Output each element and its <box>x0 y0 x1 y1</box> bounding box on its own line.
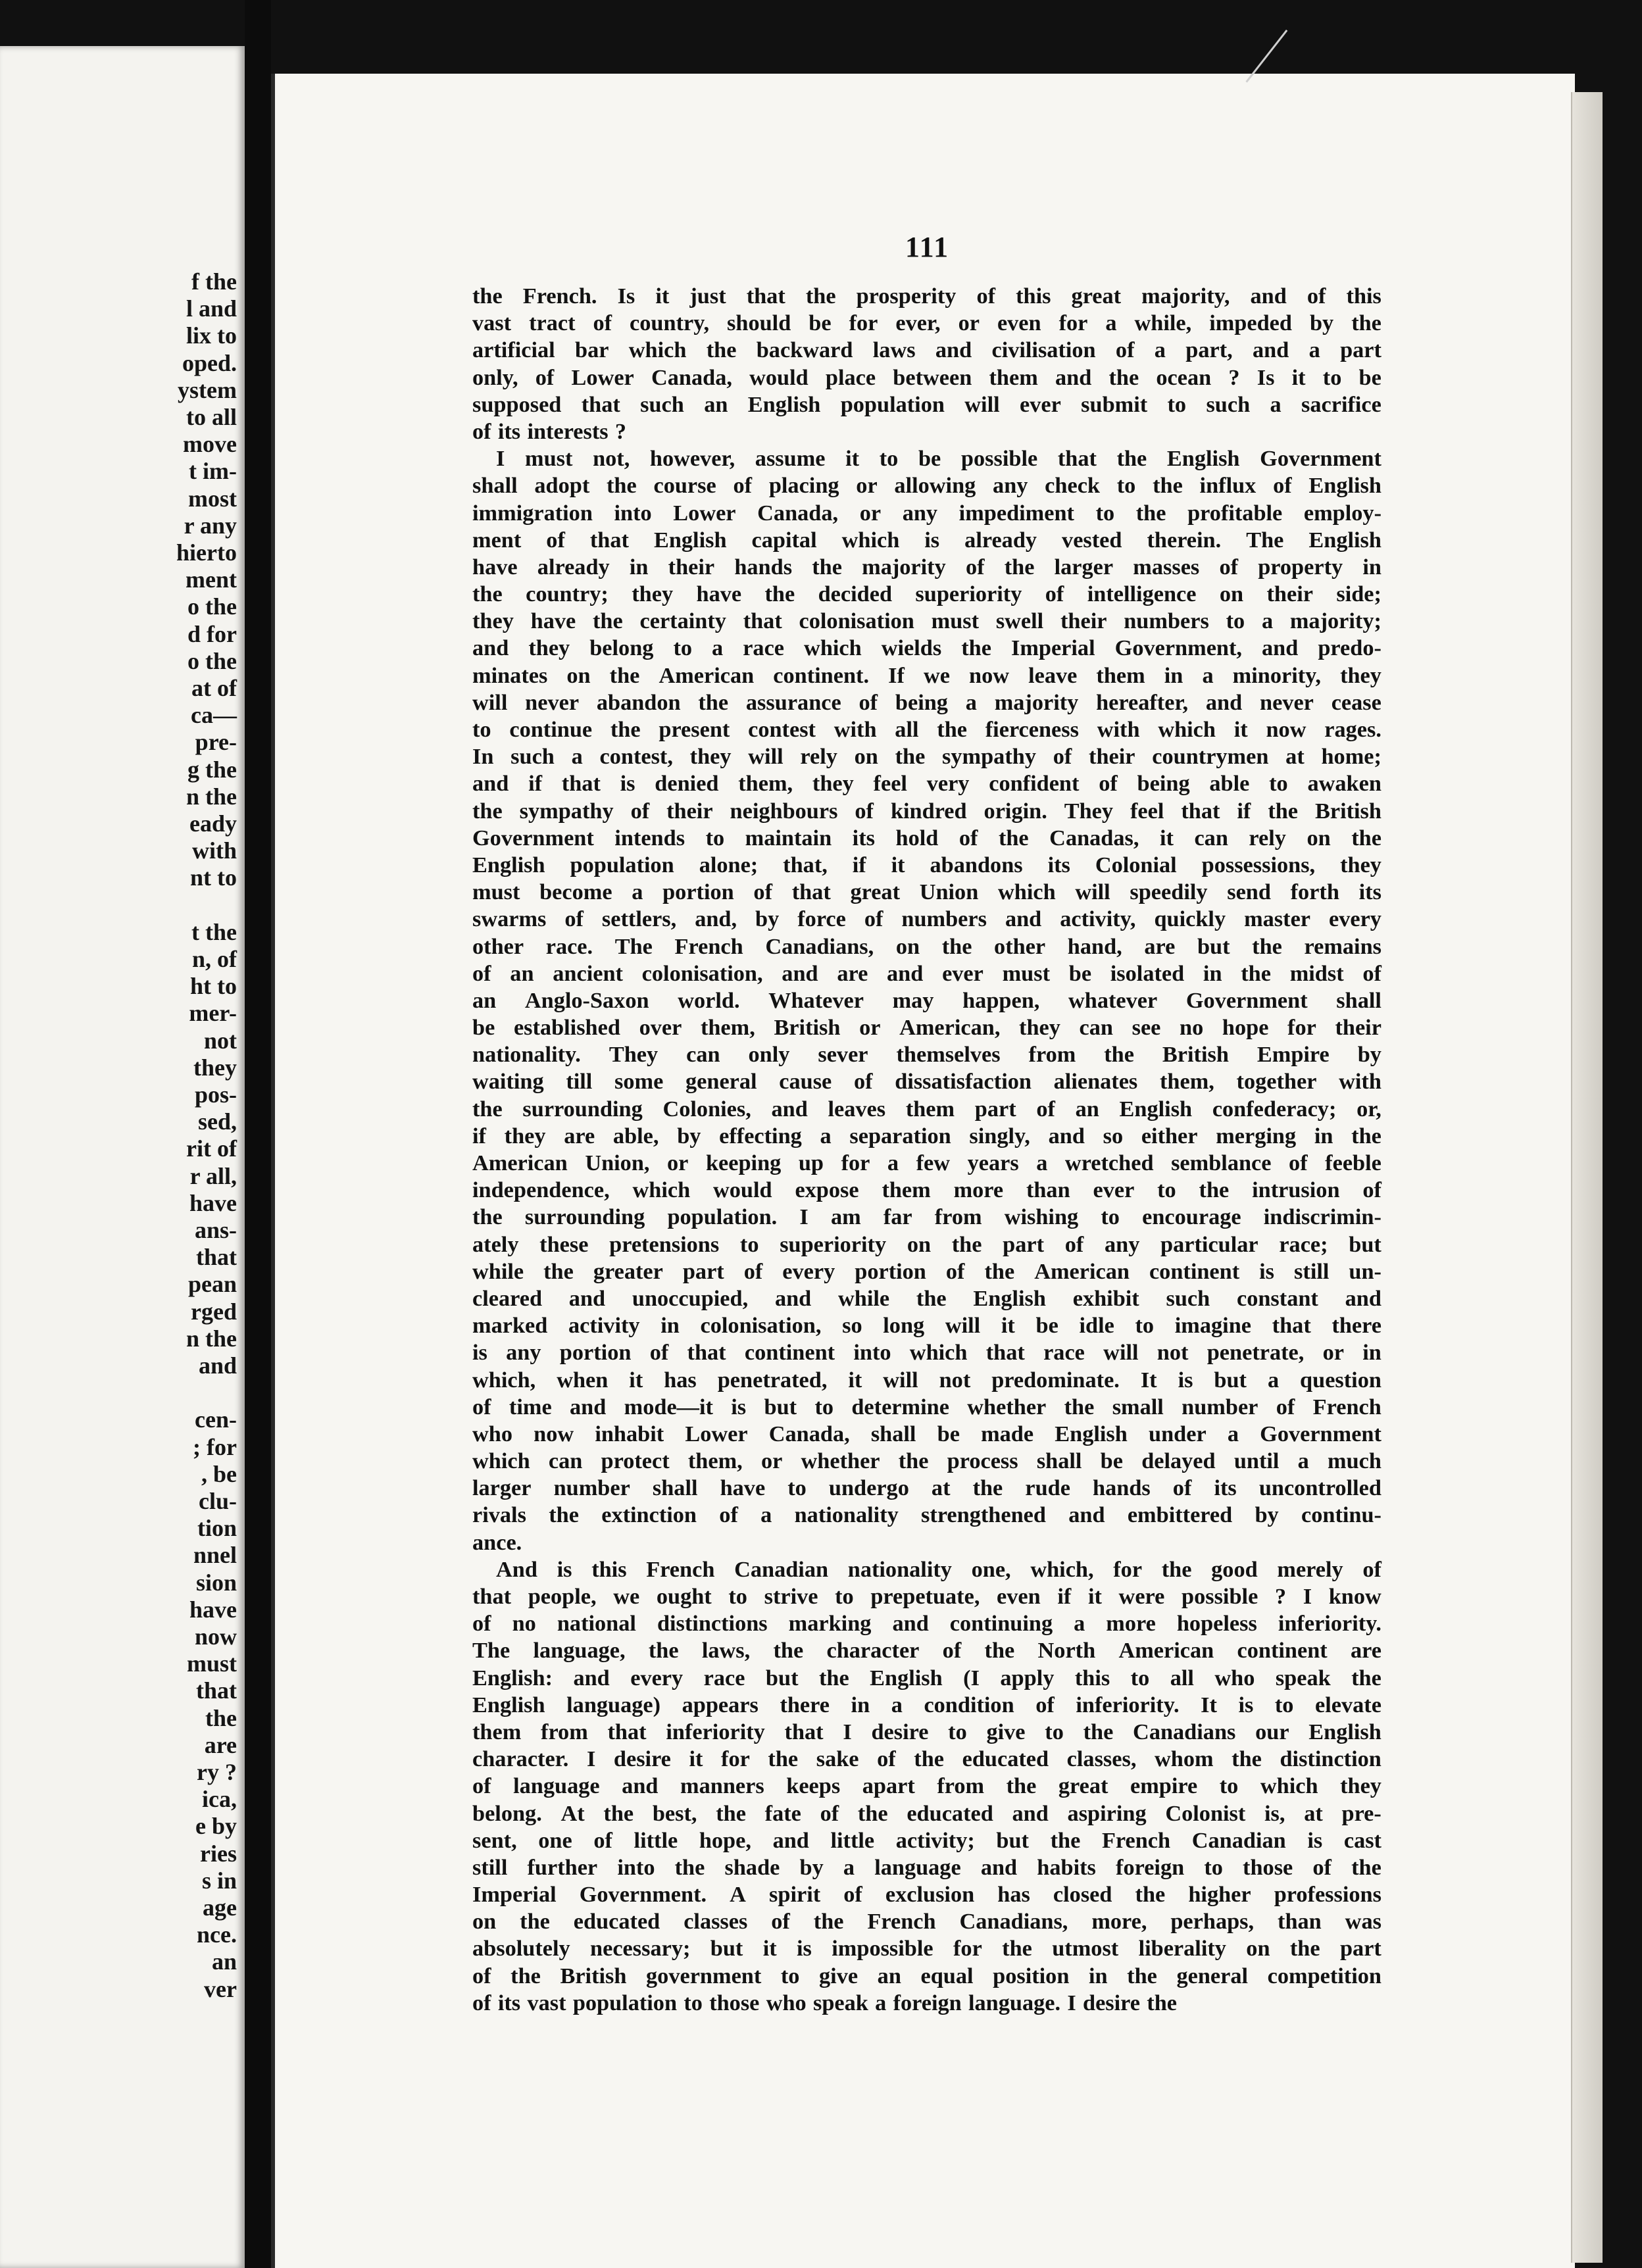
text-line: that people, we ought to strive to prepetuate, even if it were possible ? I know <box>472 1584 1381 1609</box>
facing-page-line: s in <box>201 1867 237 1894</box>
facing-page-line: are <box>204 1731 237 1758</box>
text-line: have already in their hands the majority of the larger masses of property in <box>472 554 1381 579</box>
text-line: if they are able, by effecting a separation singly, and so either merging in the <box>472 1123 1381 1148</box>
paragraph <box>472 445 1381 1556</box>
facing-page-line: nt to <box>190 864 237 891</box>
text-line: the country; they have the decided superiority of intelligence on their side; <box>472 581 1381 607</box>
text-line: and if that is denied them, they feel very confident of being able to awaken <box>472 771 1381 797</box>
facing-page-line: rit of <box>186 1135 237 1162</box>
text-line: of the British government to give an equal position in the general competition <box>472 1963 1381 1988</box>
text-line: of its interests ? <box>472 418 627 444</box>
facing-page-line: eady <box>189 810 237 837</box>
text-line: minates on the American continent. If we now leave them in a minority, they <box>472 662 1381 688</box>
text-line: which can protect them, or whether the process shall be delayed until a much <box>472 1448 1381 1474</box>
page-number: 111 <box>905 231 950 263</box>
text-line: independence, which would expose them more than ever to the intrusion of <box>472 1177 1381 1203</box>
facing-page-line: ver <box>204 1975 237 2002</box>
text-line: of time and mode—it is but to determine whether the small number of French <box>472 1394 1381 1419</box>
page-edge <box>1571 92 1603 2263</box>
facing-page-line: g the <box>187 756 237 783</box>
facing-page-line: not <box>203 1027 237 1054</box>
facing-page-line: n, of <box>191 946 237 972</box>
facing-page-line: with <box>191 837 237 864</box>
facing-page-line: , be <box>201 1460 237 1487</box>
text-line: I must not, however, assume it to be possible that the English Government <box>496 446 1381 472</box>
facing-page-line: ries <box>200 1840 237 1867</box>
facing-page-line: an <box>211 1948 237 1975</box>
facing-page-line: d for <box>187 620 237 647</box>
facing-page-line: r all, <box>189 1162 237 1189</box>
text-line: ance. <box>472 1529 522 1555</box>
text-line: ately these pretensions to superiority on the part of any particular race; but <box>472 1231 1381 1257</box>
text-line: absolutely necessary; but it is impossible for the utmost liberality on the part <box>472 1936 1381 1961</box>
facing-page-line: ans- <box>194 1217 237 1243</box>
text-line: they have the certainty that colonisation must swell their numbers to a majority; <box>472 608 1381 634</box>
text-line: immigration into Lower Canada, or any impediment to the profitable employ- <box>472 500 1381 526</box>
text-line: English: and every race but the English (I apply this to all who speak the <box>472 1665 1381 1690</box>
text-line: still further into the shade by a language and habits foreign to those of the <box>472 1854 1381 1880</box>
text-line: American Union, or keeping up for a few years a wretched semblance of feeble <box>472 1150 1381 1175</box>
text-line: the French. Is it just that the prosperity of this great majority, and of this <box>472 284 1381 308</box>
facing-page-line: at of <box>191 675 237 701</box>
text-line: Government intends to maintain its hold of the Canadas, it can rely on the <box>472 825 1381 851</box>
text-line: who now inhabit Lower Canada, shall be made English under a Government <box>472 1421 1381 1446</box>
text-line: is any portion of that continent into which that race will not penetrate, or in <box>472 1340 1381 1366</box>
facing-page-line: ht to <box>190 973 237 1000</box>
text-line: of no national distinctions marking and continuing a more hopeless inferiority. <box>472 1611 1381 1637</box>
text-line: And is this French Canadian nationality one, which, for the good merely of <box>496 1556 1381 1582</box>
text-line: on the educated classes of the French Canadians, more, perhaps, than was <box>472 1909 1381 1935</box>
facing-page-line: mer- <box>189 1000 237 1027</box>
text-line: rivals the extinction of a nationality strengthened and embittered by continu- <box>472 1502 1381 1528</box>
facing-page-line: that <box>196 1677 237 1704</box>
facing-page-line: sed, <box>197 1108 237 1135</box>
text-line: of its vast population to those who speak a foreign language. I desire the <box>472 1990 1177 2015</box>
text-line: vast tract of country, should be for ever, or even for a while, impeded by the <box>472 310 1381 336</box>
text-line: and they belong to a race which wields the Imperial Government, and predo- <box>472 635 1381 661</box>
facing-page-line: hierto <box>176 539 237 566</box>
facing-page-line: ment <box>186 566 237 593</box>
facing-page-line: to all <box>186 404 237 430</box>
facing-page-line: most <box>188 485 237 512</box>
text-line: other race. The French Canadians, on the other hand, are but the remains <box>472 933 1381 959</box>
facing-page-line: have <box>189 1596 237 1623</box>
facing-page-line: lix to <box>186 322 237 349</box>
facing-page-line: e by <box>195 1813 237 1840</box>
text-line: shall adopt the course of placing or allowing any check to the influx of English <box>472 473 1381 499</box>
text-line: sent, one of little hope, and little activity; but the French Canadian is cast <box>472 1827 1381 1853</box>
text-line: an Anglo-Saxon world. Whatever may happen, whatever Government shall <box>472 987 1381 1013</box>
facing-page-line: now <box>194 1623 237 1650</box>
paragraph <box>472 283 1381 445</box>
text-line: larger number shall have to undergo at the rude hands of its uncontrolled <box>472 1475 1381 1501</box>
facing-page-line: age <box>203 1894 237 1921</box>
text-line: which, when it has penetrated, it will not predominate. It is but a question <box>472 1367 1381 1393</box>
facing-page-line: sion <box>195 1569 237 1596</box>
text-line: nationality. They can only sever themselves from the British Empire by <box>472 1042 1381 1068</box>
facing-page-line: ca— <box>191 702 237 729</box>
text-line: only, of Lower Canada, would place between them and the ocean ? Is it to be <box>472 364 1381 390</box>
facing-page-line: that <box>196 1244 237 1271</box>
text-line: English population alone; that, if it abandons its Colonial possessions, they <box>472 852 1381 877</box>
text-line: while the greater part of every portion of the American continent is still un- <box>472 1258 1381 1284</box>
text-line: English language) appears there in a condition of inferiority. It is to elevate <box>472 1692 1381 1717</box>
text-line: artificial bar which the backward laws and civilisation of a part, and a part <box>472 337 1381 363</box>
text-line: of an ancient colonisation, and are and ever must be isolated in the midst of <box>472 960 1381 986</box>
text-line: waiting till some general cause of dissatisfaction alienates them, together with <box>472 1069 1381 1095</box>
text-line: the surrounding population. I am far from wishing to encourage indiscrimin- <box>472 1204 1381 1230</box>
facing-page-line: n the <box>186 783 237 810</box>
text-line: supposed that such an English population will ever submit to such a sacrifice <box>472 391 1381 417</box>
text-line: will never abandon the assurance of being a majority hereafter, and never cease <box>472 689 1381 715</box>
facing-page-line: ry ? <box>197 1759 237 1785</box>
facing-page-line: the <box>205 1704 237 1731</box>
paragraph <box>472 1556 1381 2017</box>
book-gutter <box>245 0 271 2268</box>
facing-page-line: n the <box>186 1325 237 1352</box>
text-line: to continue the present contest with all the fierceness with which it now rages. <box>472 717 1381 742</box>
facing-page-line: r any <box>184 512 237 539</box>
text-line: ment of that English capital which is already vested therein. The English <box>472 527 1381 553</box>
facing-page-line: rged <box>191 1298 237 1325</box>
body-text <box>472 283 1381 2017</box>
facing-page-line: o the <box>187 593 237 620</box>
facing-page-fragment <box>0 46 245 2268</box>
facing-page-line: must <box>186 1650 237 1677</box>
text-line: the surrounding Colonies, and leaves them part of an English confederacy; or, <box>472 1096 1381 1122</box>
text-line: marked activity in colonisation, so long will it be idle to imagine that there <box>472 1313 1381 1339</box>
facing-page-line: nce. <box>197 1921 237 1948</box>
facing-page-line: have <box>189 1189 237 1216</box>
facing-page-line: pos- <box>194 1081 237 1108</box>
text-line: Imperial Government. A spirit of exclusion has closed the higher professions <box>472 1882 1381 1908</box>
facing-page-line: pre- <box>195 729 237 756</box>
text-line: of language and manners keeps apart from the great empire to which they <box>472 1773 1381 1799</box>
facing-page-line: ystem <box>178 376 237 403</box>
facing-page-line: and <box>198 1352 237 1379</box>
text-line: belong. At the best, the fate of the educated and aspiring Colonist is, at pre- <box>472 1800 1381 1826</box>
text-line: The language, the laws, the character of the North American continent are <box>472 1638 1381 1664</box>
facing-page-line: oped. <box>182 349 237 376</box>
facing-page-line: t the <box>191 918 237 945</box>
text-line: the sympathy of their neighbours of kindred origin. They feel that if the British <box>472 798 1381 824</box>
text-line: must become a portion of that great Union which will speedily send forth its <box>472 879 1381 905</box>
facing-page-line: f the <box>191 268 237 295</box>
text-line: character. I desire it for the sake of the educated classes, whom the distinction <box>472 1746 1381 1772</box>
facing-page-line: move <box>183 431 237 458</box>
facing-page-line: l and <box>186 295 237 322</box>
facing-page-line: pean <box>187 1271 237 1298</box>
text-line: In such a contest, they will rely on the sympathy of their countrymen at home; <box>472 744 1381 770</box>
facing-page-line: clu- <box>199 1488 237 1514</box>
facing-page-line: nnel <box>193 1542 237 1569</box>
text-line: swarms of settlers, and, by force of numbers and activity, quickly master every <box>472 906 1381 932</box>
text-line: be established over them, British or American, they can see no hope for their <box>472 1015 1381 1041</box>
facing-page-line: o the <box>187 647 237 674</box>
text-line: them from that inferiority that I desire to give to the Canadians our English <box>472 1719 1381 1744</box>
facing-page-line: ; for <box>193 1433 237 1460</box>
text-line: cleared and unoccupied, and while the English exhibit such constant and <box>472 1285 1381 1311</box>
facing-page-line: cen- <box>195 1406 237 1433</box>
facing-page-line: they <box>193 1054 237 1081</box>
facing-page-line: tion <box>197 1515 237 1542</box>
facing-page-line: t im- <box>189 458 237 485</box>
facing-page-line: ica, <box>202 1786 237 1813</box>
